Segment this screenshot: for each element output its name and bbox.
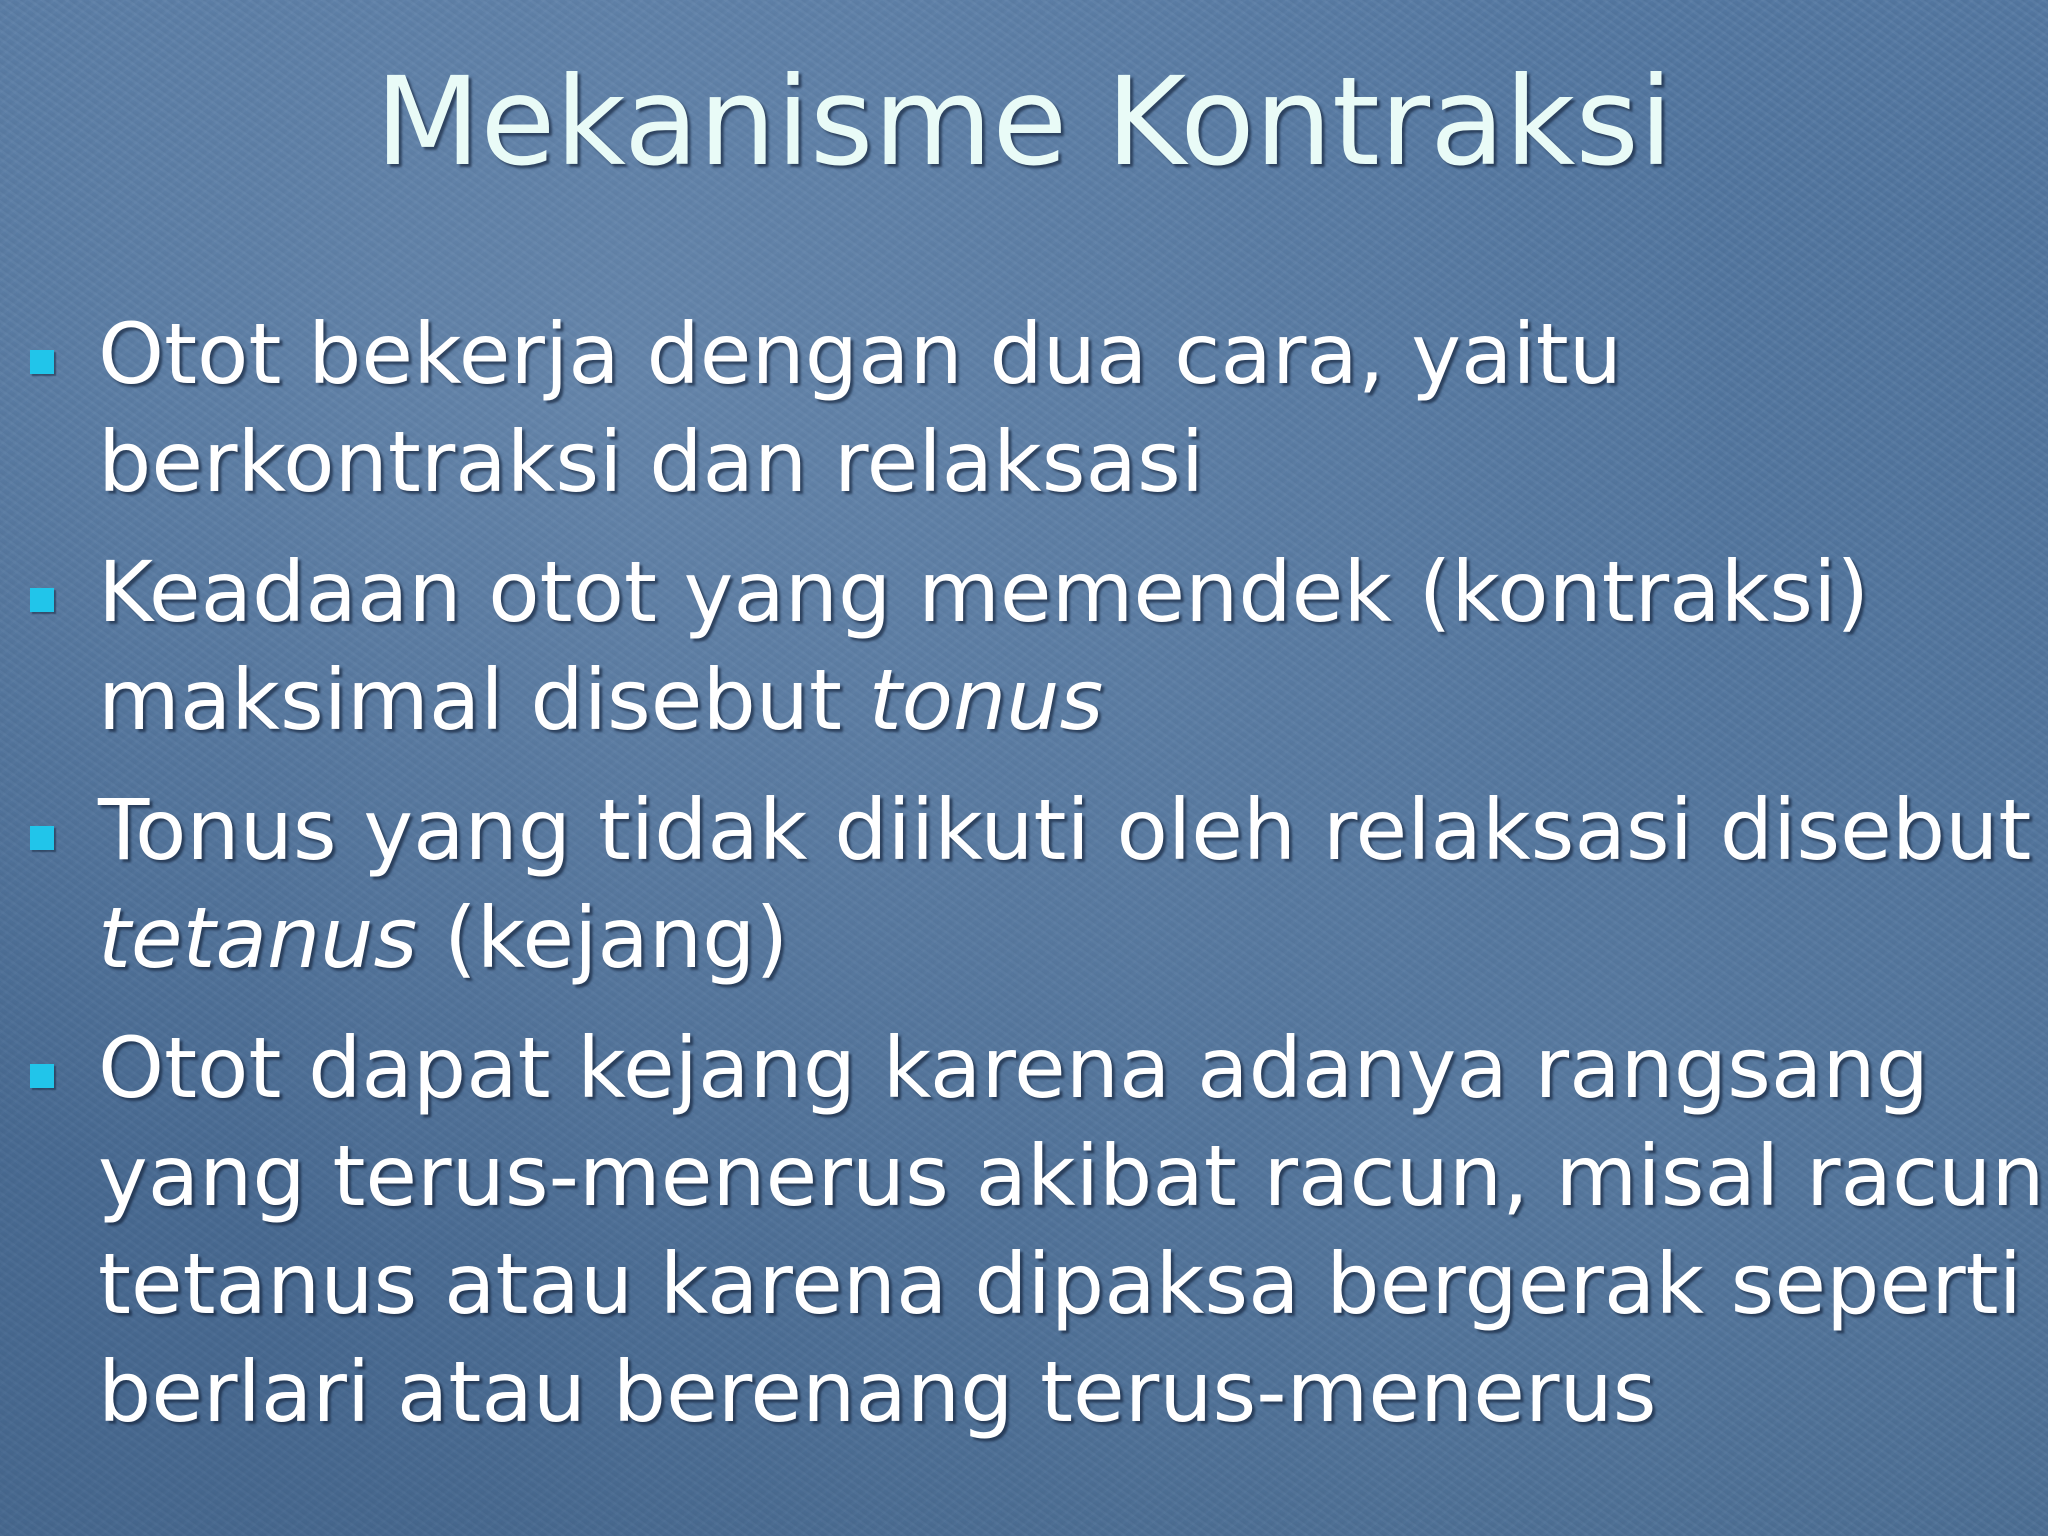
bullet-text: (kejang) <box>417 889 789 987</box>
bullet-line <box>98 646 2012 754</box>
term-tonus: tonus <box>868 651 1104 749</box>
bullet-line <box>98 408 2012 516</box>
term-tetanus: tetanus <box>98 889 418 987</box>
bullet-line <box>98 776 2032 884</box>
bullet-text: Otot dapat kejang karena adanya rangsang <box>98 1019 1929 1117</box>
bullet-text: Otot bekerja dengan dua cara, yaitu <box>98 305 1622 403</box>
bullet-text: maksimal disebut <box>98 651 869 749</box>
slide-title: Mekanisme Kontraksi <box>375 51 1673 193</box>
bullet-list <box>22 300 2045 1468</box>
bullet-text: berkontraksi dan relaksasi <box>98 413 1205 511</box>
bullet-item <box>22 300 2012 516</box>
bullet-line <box>98 300 2012 408</box>
bullet-item <box>22 776 2032 992</box>
square-bullet-icon <box>30 1064 54 1088</box>
square-bullet-icon <box>30 826 54 850</box>
bullet-item <box>22 1014 2045 1446</box>
bullet-line <box>98 1338 2012 1446</box>
bullet-text: yang terus-menerus akibat racun, misal racun <box>98 1127 2045 1225</box>
square-bullet-icon <box>30 588 54 612</box>
bullet-text: tetanus atau karena dipaksa bergerak seperti <box>98 1235 2022 1333</box>
square-bullet-icon <box>30 350 54 374</box>
bullet-text: berlari atau berenang terus-menerus <box>98 1343 1657 1441</box>
bullet-text: Tonus yang tidak diikuti oleh relaksasi disebut <box>98 781 2032 879</box>
bullet-line <box>98 884 2012 992</box>
bullet-line <box>98 538 2012 646</box>
bullet-line <box>98 1230 2022 1338</box>
bullet-text: Keadaan otot yang memendek (kontraksi) <box>98 543 1870 641</box>
bullet-item <box>22 538 2012 754</box>
bullet-line <box>98 1122 2045 1230</box>
bullet-line <box>98 1014 2012 1122</box>
